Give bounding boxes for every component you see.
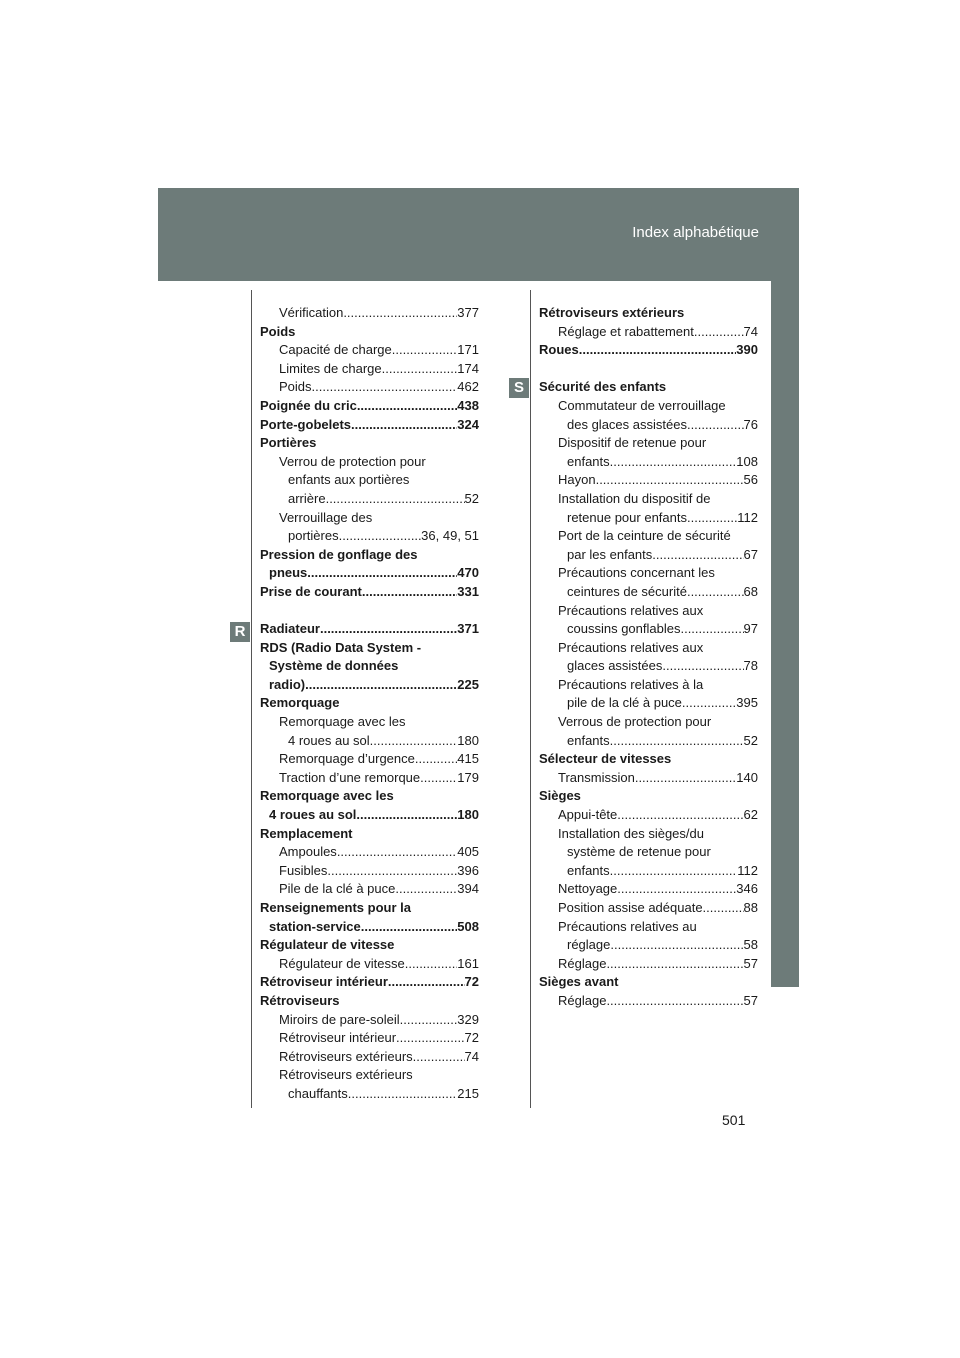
leader-dots	[357, 397, 457, 416]
entry-text: 4 roues au sol	[269, 807, 357, 823]
entry-page-ref: 97	[743, 621, 758, 637]
entry-page-ref: 57	[743, 992, 758, 1008]
entry-text: Remorquage avec les	[260, 788, 394, 804]
entry-text: pneus	[269, 565, 308, 581]
entry-text: Réglage	[558, 992, 607, 1008]
entry-page-ref: 52	[743, 732, 758, 748]
entry-text: Traction d’une remorque	[279, 769, 421, 785]
leader-dots	[694, 323, 744, 342]
index-entry	[539, 639, 758, 658]
entry-text: Précautions relatives aux	[558, 639, 704, 655]
index-entry	[260, 1048, 479, 1067]
index-entry	[260, 918, 479, 937]
entry-text: enfants	[567, 453, 610, 469]
leader-dots	[327, 862, 457, 881]
entry-page-ref: 67	[743, 546, 758, 562]
entry-page-ref: 470	[457, 565, 479, 581]
entry-text: retenue pour enfants	[567, 509, 687, 525]
entry-page-ref: 112	[737, 862, 758, 878]
entry-page-ref: 508	[457, 918, 479, 934]
index-heading	[260, 992, 479, 1011]
entry-text: Capacité de charge	[279, 342, 392, 358]
index-entry	[260, 1011, 479, 1030]
entry-text: Remplacement	[260, 825, 353, 841]
leader-dots	[395, 880, 457, 899]
leader-dots	[610, 936, 743, 955]
index-heading	[260, 694, 479, 713]
entry-page-ref: 390	[736, 342, 758, 358]
index-entry	[260, 360, 479, 379]
entry-page-ref: 394	[457, 881, 479, 897]
entry-page-ref: 415	[457, 751, 479, 767]
leader-dots	[326, 490, 465, 509]
leader-dots	[606, 992, 743, 1011]
leader-dots	[312, 378, 458, 397]
entry-page-ref: 74	[464, 1048, 479, 1064]
leader-dots	[307, 564, 457, 583]
index-entry	[539, 918, 758, 937]
entry-page-ref: 72	[464, 1030, 479, 1046]
entry-text: 4 roues au sol	[288, 732, 370, 748]
index-heading	[260, 973, 479, 992]
entry-page-ref: 68	[743, 583, 758, 599]
entry-page-ref: 179	[457, 769, 479, 785]
entry-text: Précautions concernant les	[558, 565, 715, 581]
entry-text: radio)	[269, 676, 306, 692]
entry-text: par les enfants	[567, 546, 653, 562]
index-entry	[539, 936, 758, 955]
index-entry	[539, 453, 758, 472]
index-entry	[539, 769, 758, 788]
leader-dots	[361, 918, 458, 937]
index-heading	[260, 639, 479, 658]
index-entry	[260, 955, 479, 974]
entry-text: Remorquage	[260, 695, 340, 711]
entry-text: système de retenue pour	[567, 844, 711, 860]
entry-page-ref: 331	[457, 583, 479, 599]
entry-page-ref: 62	[743, 807, 758, 823]
entry-text: glaces assistées	[567, 658, 663, 674]
index-entry	[539, 657, 758, 676]
leader-dots	[682, 694, 736, 713]
index-entry	[539, 397, 758, 416]
entry-text: arrière	[288, 490, 326, 506]
entry-text: RDS (Radio Data System -	[260, 639, 422, 655]
entry-text: Verrouillage des	[279, 509, 373, 525]
leader-dots	[392, 341, 458, 360]
index-entry	[539, 490, 758, 509]
leader-dots	[610, 732, 744, 751]
index-entry	[260, 713, 479, 732]
index-heading	[260, 620, 479, 639]
index-entry	[260, 676, 479, 695]
leader-dots	[396, 1029, 464, 1048]
entry-page-ref: 74	[743, 323, 758, 339]
entry-text: Rétroviseurs extérieurs	[279, 1048, 413, 1064]
entry-page-ref: 346	[736, 881, 758, 897]
index-heading	[539, 787, 758, 806]
entry-page-ref: 180	[457, 807, 479, 823]
index-entry	[260, 1029, 479, 1048]
entry-page-ref: 377	[457, 305, 479, 320]
entry-page-ref: 462	[457, 379, 479, 395]
entry-text: Réglage	[558, 955, 607, 971]
index-entry	[260, 564, 479, 583]
index-entry	[260, 378, 479, 397]
index-entry	[539, 713, 758, 732]
leader-dots	[635, 769, 736, 788]
index-heading	[260, 583, 479, 602]
index-gap	[260, 602, 479, 621]
index-entry	[260, 509, 479, 528]
entry-text: Limites de charge	[279, 360, 382, 376]
index-entry	[260, 490, 479, 509]
leader-dots	[687, 416, 744, 435]
index-entry	[539, 509, 758, 528]
index-heading	[260, 416, 479, 435]
entry-text: Précautions relatives aux	[558, 602, 704, 618]
index-entry	[260, 341, 479, 360]
entry-text: Radiateur	[260, 621, 320, 637]
leader-dots	[351, 416, 457, 435]
entry-page-ref: 225	[457, 676, 479, 692]
entry-text: Remorquage d’urgence	[279, 751, 415, 767]
index-entry	[539, 583, 758, 602]
entry-page-ref: 88	[743, 900, 758, 915]
entry-page-ref: 72	[464, 974, 479, 990]
entry-text: Transmission	[558, 769, 635, 785]
left-column-divider	[251, 290, 252, 1108]
entry-text: Rétroviseurs extérieurs	[279, 1067, 413, 1083]
entry-page-ref: 171	[457, 342, 479, 358]
index-entry	[539, 825, 758, 844]
entry-page-ref: 57	[743, 955, 758, 971]
entry-page-ref: 140	[736, 769, 758, 785]
index-heading	[539, 750, 758, 769]
leader-dots	[337, 843, 457, 862]
leader-dots	[343, 304, 457, 323]
entry-text: Ampoules	[279, 844, 337, 860]
index-heading	[260, 787, 479, 806]
entry-page-ref: 371	[457, 621, 479, 637]
entry-text: coussins gonflables	[567, 621, 681, 637]
index-entry	[539, 546, 758, 565]
entry-text: Fusibles	[279, 862, 328, 878]
leader-dots	[320, 620, 457, 639]
entry-text: Roues	[539, 342, 579, 358]
entry-text: pile de la clé à puce	[567, 695, 682, 711]
entry-text: Vérification	[279, 305, 344, 320]
page-header	[158, 188, 799, 281]
entry-text: enfants	[567, 862, 610, 878]
leader-dots	[617, 880, 736, 899]
index-entry	[539, 527, 758, 546]
leader-dots	[662, 657, 743, 676]
index-entry	[260, 1085, 479, 1104]
right-column-divider	[530, 290, 531, 1108]
index-entry	[539, 806, 758, 825]
index-entry	[539, 676, 758, 695]
leader-dots	[596, 471, 744, 490]
index-heading	[260, 825, 479, 844]
leader-dots	[680, 620, 743, 639]
index-heading	[539, 304, 758, 323]
leader-dots	[617, 806, 743, 825]
entry-text: Portières	[260, 435, 317, 451]
entry-text: des glaces assistées	[567, 416, 687, 432]
entry-page-ref: 78	[743, 658, 758, 674]
index-heading	[260, 899, 479, 918]
index-entry	[260, 750, 479, 769]
leader-dots	[610, 453, 737, 472]
index-entry	[539, 620, 758, 639]
entry-text: Nettoyage	[558, 881, 618, 897]
entry-text: Dispositif de retenue pour	[558, 435, 707, 451]
index-entry	[539, 899, 758, 918]
leader-dots	[579, 341, 737, 360]
entry-page-ref: 405	[457, 844, 479, 860]
index-entry	[539, 564, 758, 583]
index-entry	[539, 843, 758, 862]
leader-dots	[388, 973, 465, 992]
leader-dots	[348, 1085, 458, 1104]
index-heading	[260, 323, 479, 342]
entry-text: Poids	[279, 379, 312, 395]
index-entry	[260, 880, 479, 899]
entry-page-ref: 174	[457, 360, 479, 376]
index-heading	[260, 936, 479, 955]
leader-dots	[687, 509, 737, 528]
index-entry	[260, 843, 479, 862]
index-heading	[539, 378, 758, 397]
index-entry	[260, 304, 479, 323]
index-entry	[539, 471, 758, 490]
entry-text: Rétroviseurs	[260, 992, 340, 1008]
entry-text: Précautions relatives à la	[558, 676, 704, 692]
leader-dots	[382, 360, 458, 379]
entry-text: chauffants	[288, 1085, 348, 1101]
entry-text: enfants aux portières	[288, 472, 410, 488]
entry-page-ref: 395	[736, 695, 758, 711]
index-entry	[260, 1066, 479, 1085]
entry-text: Rétroviseur intérieur	[260, 974, 388, 990]
entry-text: Poids	[260, 323, 296, 339]
entry-text: Pression de gonflage des	[260, 546, 418, 562]
entry-page-ref: 76	[743, 416, 758, 432]
entry-text: Renseignements pour la	[260, 900, 411, 915]
index-entry	[539, 992, 758, 1011]
index-entry	[539, 602, 758, 621]
leader-dots	[405, 955, 458, 974]
entry-text: enfants	[567, 732, 610, 748]
index-entry	[260, 471, 479, 490]
index-heading	[260, 434, 479, 453]
entry-page-ref: 52	[464, 490, 479, 506]
entry-page-ref: 56	[743, 472, 758, 488]
page-number: 501	[722, 1112, 746, 1128]
leader-dots	[305, 676, 457, 695]
index-column-left	[260, 304, 479, 1104]
entry-text: Commutateur de verrouillage	[558, 397, 726, 413]
entry-text: Système de données	[269, 658, 399, 674]
index-entry	[260, 732, 479, 751]
entry-text: Appui-tête	[558, 807, 618, 823]
entry-page-ref: 112	[737, 509, 758, 525]
entry-page-ref: 396	[457, 862, 479, 878]
entry-page-ref: 329	[457, 1011, 479, 1027]
leader-dots	[400, 1011, 458, 1030]
index-entry	[260, 657, 479, 676]
section-side-tab	[771, 281, 799, 987]
entry-text: Verrou de protection pour	[279, 453, 426, 469]
leader-dots	[703, 899, 744, 918]
index-entry	[260, 862, 479, 881]
entry-text: Poignée du cric	[260, 397, 357, 413]
entry-text: Remorquage avec les	[279, 714, 406, 730]
entry-text: Prise de courant	[260, 583, 362, 599]
entry-page-ref: 36, 49, 51	[421, 528, 479, 544]
index-entry	[260, 453, 479, 472]
entry-text: Sièges avant	[539, 974, 619, 990]
entry-text: Installation du dispositif de	[558, 490, 711, 506]
entry-text: ceintures de sécurité	[567, 583, 687, 599]
entry-text: Miroirs de pare-soleil	[279, 1011, 400, 1027]
entry-page-ref: 324	[457, 416, 479, 432]
entry-text: Sélecteur de vitesses	[539, 751, 672, 767]
leader-dots	[420, 769, 457, 788]
entry-page-ref: 161	[457, 955, 479, 971]
leader-dots	[413, 1048, 465, 1067]
index-heading	[260, 546, 479, 565]
leader-dots	[415, 750, 457, 769]
entry-text: Porte-gobelets	[260, 416, 352, 432]
entry-text: Régulateur de vitesse	[279, 955, 405, 971]
index-heading	[539, 341, 758, 360]
index-entry	[539, 880, 758, 899]
entry-text: Hayon	[558, 472, 596, 488]
entry-page-ref: 215	[457, 1085, 479, 1101]
index-entry	[539, 732, 758, 751]
index-gap	[539, 360, 758, 379]
entry-text: Position assise adéquate	[558, 900, 703, 915]
entry-page-ref: 180	[457, 732, 479, 748]
letter-tab-r: R	[230, 622, 250, 642]
leader-dots	[356, 806, 457, 825]
entry-text: Installation des sièges/du	[558, 825, 704, 841]
index-column-right	[539, 304, 758, 1011]
entry-text: station-service	[269, 918, 361, 934]
entry-text: Sièges	[539, 788, 581, 804]
index-entry	[260, 527, 479, 546]
leader-dots	[610, 862, 738, 881]
leader-dots	[652, 546, 743, 565]
index-heading	[539, 973, 758, 992]
leader-dots	[339, 527, 422, 546]
entry-page-ref: 58	[743, 937, 758, 953]
index-entry	[539, 416, 758, 435]
entry-text: réglage	[567, 937, 611, 953]
entry-page-ref: 438	[457, 397, 479, 413]
entry-text: Port de la ceinture de sécurité	[558, 528, 731, 544]
header-title: Index alphabétique	[632, 224, 759, 241]
index-entry	[260, 769, 479, 788]
index-entry	[539, 323, 758, 342]
entry-text: Régulateur de vitesse	[260, 937, 395, 953]
entry-text: Précautions relatives au	[558, 918, 697, 934]
entry-text: Réglage et rabattement	[558, 323, 694, 339]
index-entry	[539, 955, 758, 974]
leader-dots	[687, 583, 744, 602]
leader-dots	[606, 955, 743, 974]
letter-tab-s: S	[509, 378, 529, 398]
entry-text: Verrous de protection pour	[558, 714, 712, 730]
entry-text: Rétroviseur intérieur	[279, 1030, 397, 1046]
index-entry	[539, 434, 758, 453]
index-entry	[539, 862, 758, 881]
entry-text: Rétroviseurs extérieurs	[539, 305, 685, 320]
entry-text: Sécurité des enfants	[539, 379, 667, 395]
entry-page-ref: 108	[736, 453, 758, 469]
leader-dots	[370, 732, 458, 751]
entry-text: Pile de la clé à puce	[279, 881, 396, 897]
entry-text: portières	[288, 528, 339, 544]
index-entry	[260, 806, 479, 825]
index-entry	[539, 694, 758, 713]
leader-dots	[362, 583, 457, 602]
index-heading	[260, 397, 479, 416]
